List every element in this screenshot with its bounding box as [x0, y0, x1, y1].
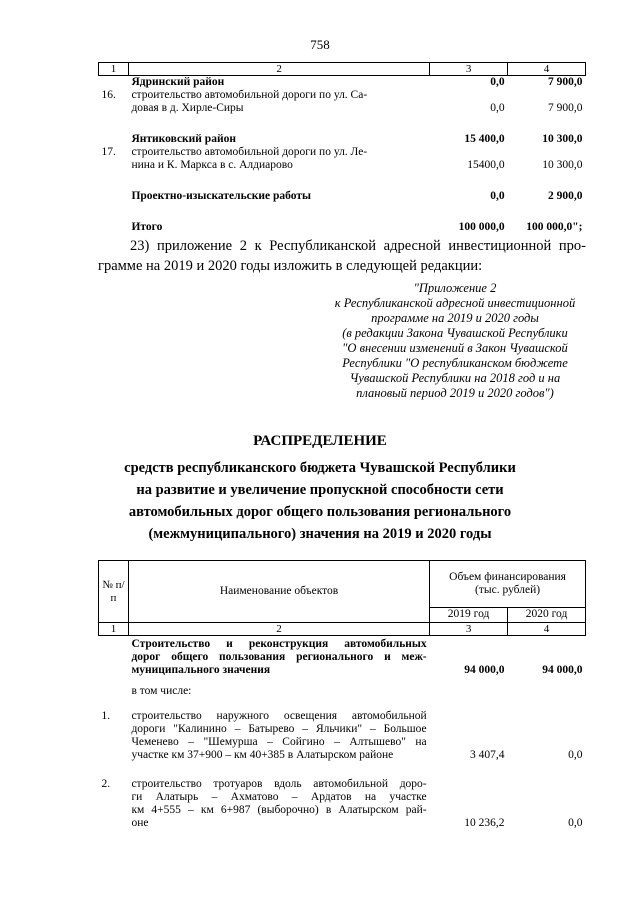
value-2019: 15 400,0 [464, 133, 505, 145]
item-row [99, 710, 586, 762]
including-label: в том числе: [131, 685, 192, 697]
text-line: строительство автомобильной дороги по ул. Са- [131, 89, 368, 101]
item-number: 1. [101, 710, 111, 722]
text-line: Чеменево – "Шемурша – Сойгино – Алтышево" на [131, 736, 427, 748]
text-line: довая в д. Хирле-Сиры [131, 102, 244, 114]
value-2019: 0,0 [490, 190, 505, 202]
value-2020: 10 300,0 [542, 159, 583, 171]
district-row [99, 190, 586, 203]
district-name: Ядринский район [131, 76, 225, 88]
appendix-line: к Республиканской адресной инвестиционной [334, 296, 576, 310]
index-cell: 2 [128, 623, 429, 636]
item-text [128, 89, 429, 115]
item-text [128, 146, 429, 172]
value-2020: 0,0 [568, 817, 583, 829]
value-2020: 7 900,0 [548, 76, 583, 88]
value-2019: 94 000,0 [464, 664, 505, 676]
district-name: Янтиковский район [131, 133, 236, 145]
item-text [128, 710, 429, 762]
top-table [98, 62, 586, 234]
distribution-table [98, 560, 586, 830]
text-line: строительство тротуаров вдоль автомобильной доро- [131, 778, 427, 790]
paragraph-line-1: 23) приложение 2 к Республиканской адресной инвестиционной про- [130, 238, 586, 254]
document-subtitle [40, 457, 600, 545]
subtitle-line: (межмуниципального) значения на 2019 и 2020 годы [148, 526, 492, 542]
text-line: км 4+555 – км 6+987 (выборочно) в Алатырском рай- [131, 804, 427, 816]
including-row [99, 685, 586, 698]
section-row [99, 636, 586, 678]
item-number: 16. [101, 89, 116, 101]
item-row [99, 146, 586, 172]
appendix-line: (в редакции Закона Чувашской Республики [342, 326, 568, 340]
header-cell: 1 [99, 63, 129, 76]
text-line: Строительство и реконструкция автомобильных [131, 638, 427, 650]
value-2020: 7 900,0 [548, 102, 583, 114]
text-line: участке км 37+900 – км 40+385 в Алатырском районе [131, 749, 394, 761]
appendix-line: Чувашской Республики на 2018 год и на [349, 371, 561, 385]
text-line: дороги "Калинино – Батырево – Яльчики" – Большое [131, 723, 427, 735]
document-title: РАСПРЕДЕЛЕНИЕ [253, 433, 387, 449]
text-line: дорог общего пользования регионального и меж- [131, 651, 427, 663]
total-row [99, 221, 586, 234]
header-cell: 3 [430, 63, 508, 76]
value-2019: 15400,0 [467, 159, 505, 171]
value-2020: 10 300,0 [542, 133, 583, 145]
text-line: строительство наружного освещения автомобильной [131, 710, 427, 722]
paragraph-line-2: грамме на 2019 и 2020 годы изложить в следующей редакции: [98, 258, 483, 274]
header-cell: 2 [128, 63, 429, 76]
value-2020: 0,0 [568, 749, 583, 761]
top-table-header [99, 63, 586, 76]
district-row [99, 133, 586, 146]
text-line: муниципального значения [131, 664, 271, 676]
district-row [99, 76, 586, 90]
section-text [128, 636, 429, 678]
value-2020: 100 000,0"; [526, 221, 583, 233]
appendix-line: "Приложение 2 [413, 281, 497, 295]
value-2019: 3 407,4 [470, 749, 505, 761]
text-line: строительство автомобильной дороги по ул. Ле- [131, 146, 368, 158]
appendix-line: "О внесении изменений в Закон Чувашской [342, 341, 568, 355]
value-2020: 94 000,0 [542, 664, 583, 676]
item-number: 17. [101, 146, 116, 158]
subtitle-line: средств республиканского бюджета Чувашской Республики [124, 460, 516, 476]
year-2020-header: 2020 год [508, 608, 586, 623]
item-row [99, 778, 586, 830]
value-2019: 10 236,2 [464, 817, 505, 829]
text-line: оне [131, 817, 149, 829]
text-line: нина и К. Маркса в с. Алдиарово [131, 159, 293, 171]
value-2020: 2 900,0 [548, 190, 583, 202]
item-number: 2. [101, 778, 111, 790]
col-number-header: № п/п [99, 561, 129, 623]
col-volume-header: Объем финансирования (тыс. рублей) [430, 561, 586, 608]
header-cell: 4 [508, 63, 586, 76]
col-name-header: Наименование объектов [128, 561, 429, 623]
index-row [99, 623, 586, 636]
subtitle-line: автомобильных дорог общего пользования регионального [128, 504, 512, 520]
value-2019: 100 000,0 [458, 221, 505, 233]
value-2019: 0,0 [490, 102, 505, 114]
index-cell: 4 [508, 623, 586, 636]
appendix-line: программе на 2019 и 2020 годы [371, 311, 539, 325]
table-header-row [99, 561, 586, 608]
item-text [128, 778, 429, 830]
appendix-line: Республики "О республиканском бюджете [342, 356, 568, 370]
page-number: 758 [310, 37, 330, 52]
value-2019: 0,0 [490, 76, 505, 88]
district-name: Проектно-изыскательские работы [131, 190, 311, 202]
index-cell: 1 [99, 623, 129, 636]
year-2019-header: 2019 год [430, 608, 508, 623]
appendix-line: плановый период 2019 и 2020 годов") [356, 386, 554, 400]
subtitle-line: на развитие и увеличение пропускной способности сети [136, 482, 504, 498]
total-label: Итого [131, 221, 163, 233]
index-cell: 3 [430, 623, 508, 636]
appendix-note [300, 281, 610, 401]
item-row [99, 89, 586, 115]
text-line: ги Алатырь – Ахматово – Ардатов на участке [131, 791, 427, 803]
